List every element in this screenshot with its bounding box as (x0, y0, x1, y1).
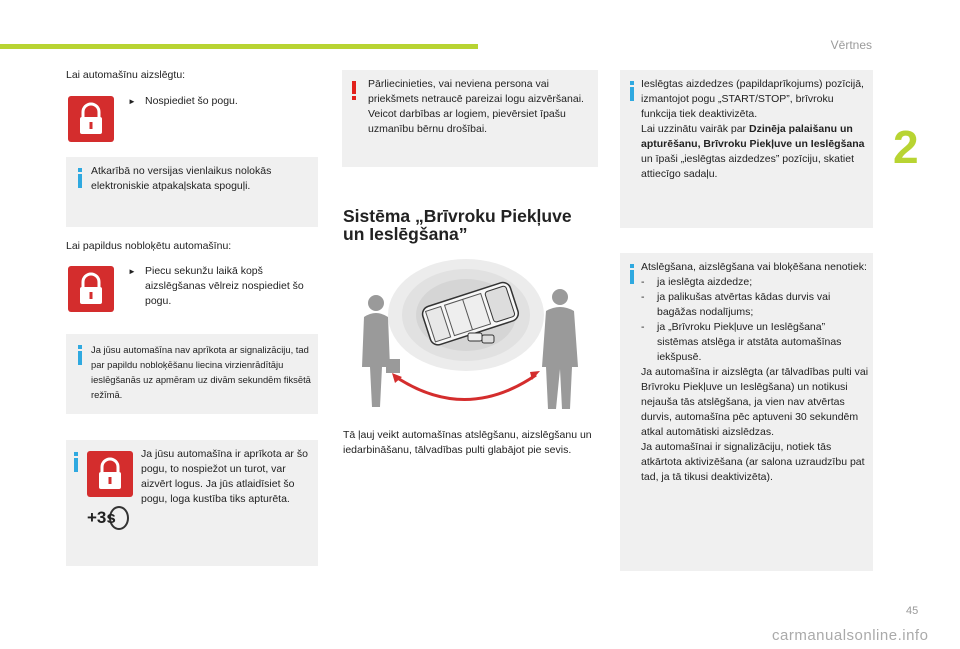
step-arrow-icon: ► (128, 97, 136, 106)
alarm-paragraph: Ja automašīnai ir signalizāciju, notiek tās atkārtota aktivizēšana (ar salona uzraudzību pat tad, ja tā tikusi deaktivizēta). (641, 441, 865, 483)
relock-paragraph: Ja automašīna ir aizslēgta (ar tālvadības pulti vai Brīvroku Piekļuve un Ieslēgšana) un notikusi nejauša tās atslēgšana, ja vien nav atvērtas durvis, automašīna pēc aptuveni 30 sekundēm atkal automātiski aizslēdzas. (641, 366, 869, 438)
info-box-signal (66, 334, 318, 414)
section-heading-line2: un Ieslēgšana” (343, 224, 468, 244)
info-icon (630, 81, 634, 101)
section-title: Vērtnes (830, 38, 872, 52)
section-heading-line1: Sistēma „Brīvroku Piekļuve (343, 206, 572, 226)
info-icon (78, 345, 82, 365)
info-icon (630, 264, 634, 284)
info-text: Ja jūsu automašīna nav aprīkota ar signalizāciju, tad par papildu nobloķēšanu liecina virzienrādītāju ieslēgšanās uz apmēram uz divām sekundēm fiksētā režīmā. (91, 344, 311, 400)
section-accent-bar (0, 44, 478, 49)
lock-button-icon (87, 451, 133, 497)
list-item: - ja palikušas atvērtas kādas durvis vai bagāžas nodalījums; (641, 291, 831, 318)
hold-3s-icon: +3s (87, 506, 129, 532)
step-arrow-icon: ► (128, 267, 136, 276)
info-text: Ieslēgtas aizdedzes (papildaprīkojums) pozīcijā, izmantojot pogu „START/STOP”, brīvroku funkcija tiek deaktivizēta. Lai uzzinātu vairāk par Dzinēja palaišanu un apturēšanu, Brīvroku Piekļuve un Ieslēgšana un īpaši „ieslēgtas aizdedzes” pozīciju, skatiet attiecīgo sadaļu. (641, 78, 865, 180)
info-text: Atkarībā no versijas vienlaikus nolokās elektroniskie atpakaļskata spoguļi. (91, 165, 272, 192)
warning-box (342, 70, 598, 167)
info-text: Ja jūsu automašīna ir aprīkota ar šo pogu, to nospiežot un turot, var aizvērt logus. Ja jūs atlaidīsiet šo pogu, loga kustība tiks apturēta. (141, 448, 308, 505)
page-number: 45 (906, 605, 919, 617)
watermark: carmanualsonline.info (772, 627, 929, 644)
hands-free-illustration (348, 255, 580, 415)
warning-text: Pārliecinieties, vai neviena persona vai priekšmets netraucē pareizai logu aizvēršanai. Veicot darbības ar logiem, pievērsiet īpašu uzmanību bērnu drošībai. (368, 78, 584, 135)
warning-icon (352, 81, 356, 101)
deadlock-step: Piecu sekunžu laikā kopš aizslēgšanas vēlreiz nospiediet šo pogu. (145, 265, 304, 307)
info-box-mirrors (66, 157, 318, 227)
lock-button-icon (68, 266, 114, 312)
list-item: - ja ieslēgta aizdedze; (641, 276, 753, 288)
info-box-windows (66, 440, 318, 566)
lock-step: Nospiediet šo pogu. (145, 95, 238, 107)
deadlock-intro: Lai papildus nobloķētu automašīnu: (66, 240, 232, 252)
lock-intro: Lai automašīnu aizslēgtu: (66, 69, 186, 81)
chapter-number: 2 (893, 121, 919, 173)
system-description: Tā ļauj veikt automašīnas atslēgšanu, aizslēgšanu un iedarbināšanu, tālvadības pulti glabājot pie sevis. (343, 429, 592, 456)
info-text (641, 260, 869, 485)
info-intro: Atslēgšana, aizslēgšana vai bloķēšana nenotiek: (641, 261, 867, 273)
info-icon (78, 168, 82, 188)
lock-button-icon (68, 96, 114, 142)
info-box-ignition (620, 70, 873, 228)
info-icon (74, 452, 78, 472)
list-item: - ja „Brīvroku Piekļuve un Ieslēgšana” sistēmas atslēga ir atstāta automašīnas iekšpusē. (641, 321, 842, 363)
info-box-no-unlock (620, 253, 873, 571)
